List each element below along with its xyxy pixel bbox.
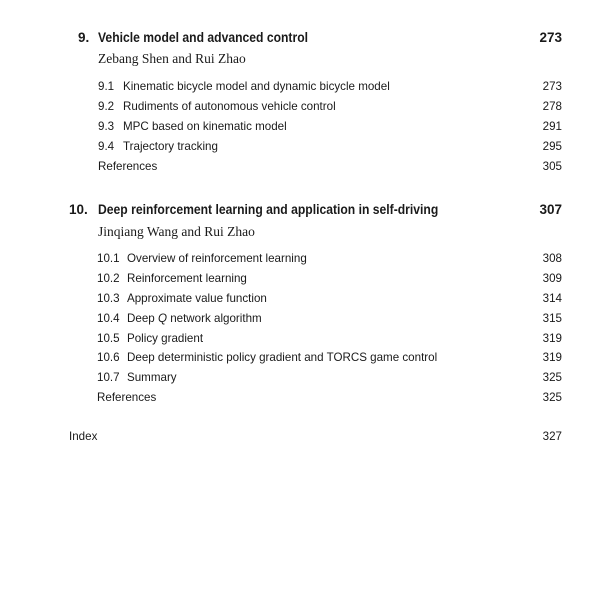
references-title: References bbox=[97, 391, 157, 404]
index-entry[interactable] bbox=[0, 427, 603, 447]
chapter-title: Deep reinforcement learning and application in self-driving bbox=[98, 202, 439, 217]
section-page: 291 bbox=[542, 120, 562, 133]
chapter-title: Vehicle model and advanced control bbox=[98, 30, 308, 45]
section-number: 10.6 bbox=[97, 351, 120, 364]
section-page: 273 bbox=[542, 80, 562, 93]
section-entry[interactable] bbox=[0, 269, 603, 289]
section-number: 9.3 bbox=[98, 120, 115, 133]
references-title: References bbox=[98, 160, 158, 173]
section-title: Rudiments of autonomous vehicle control bbox=[123, 100, 336, 113]
index-page: 327 bbox=[542, 430, 562, 443]
chapter-number: 9. bbox=[78, 30, 90, 45]
section-number: 10.7 bbox=[97, 371, 120, 384]
section-number: 9.4 bbox=[98, 140, 115, 153]
section-entry[interactable] bbox=[0, 117, 603, 137]
section-title: Deep deterministic policy gradient and TORCS game control bbox=[127, 351, 438, 364]
authors-text: Zebang Shen and Rui Zhao bbox=[98, 51, 246, 66]
section-page: 295 bbox=[542, 140, 562, 153]
section-number: 10.5 bbox=[97, 332, 120, 345]
references-entry[interactable] bbox=[0, 388, 603, 408]
section-page: 308 bbox=[542, 252, 562, 265]
section-entry[interactable] bbox=[0, 97, 603, 117]
title-part: network algorithm bbox=[166, 312, 262, 325]
chapter-authors bbox=[0, 49, 603, 69]
section-number: 9.2 bbox=[98, 100, 115, 113]
section-number: 10.4 bbox=[97, 312, 120, 325]
chapter-heading[interactable] bbox=[0, 28, 603, 48]
title-part: Deep bbox=[127, 312, 158, 325]
section-page: 278 bbox=[542, 100, 562, 113]
section-entry[interactable] bbox=[0, 348, 603, 368]
title-italic: Q bbox=[157, 312, 167, 325]
references-page: 325 bbox=[542, 391, 562, 404]
section-page: 319 bbox=[542, 332, 562, 345]
section-title: MPC based on kinematic model bbox=[123, 120, 287, 133]
authors-text: Jinqiang Wang and Rui Zhao bbox=[98, 224, 255, 239]
section-entry[interactable] bbox=[0, 289, 603, 309]
section-number: 10.2 bbox=[97, 272, 120, 285]
section-number: 10.3 bbox=[97, 292, 120, 305]
section-entry[interactable] bbox=[0, 137, 603, 157]
chapter-page: 273 bbox=[539, 30, 562, 45]
section-title: Kinematic bicycle model and dynamic bicycle model bbox=[123, 80, 390, 93]
section-entry[interactable] bbox=[0, 77, 603, 97]
section-entry[interactable] bbox=[0, 249, 603, 269]
section-number: 10.1 bbox=[97, 252, 120, 265]
chapter-number: 10. bbox=[69, 202, 88, 217]
section-title: Policy gradient bbox=[127, 332, 204, 345]
section-number: 9.1 bbox=[98, 80, 115, 93]
references-entry[interactable] bbox=[0, 157, 603, 177]
section-title: Overview of reinforcement learning bbox=[127, 252, 307, 265]
section-title: Summary bbox=[127, 371, 177, 384]
chapter-authors bbox=[0, 222, 603, 242]
section-page: 319 bbox=[542, 351, 562, 364]
index-title: Index bbox=[69, 430, 98, 443]
chapter-heading[interactable] bbox=[0, 200, 603, 220]
references-page: 305 bbox=[542, 160, 562, 173]
section-entry[interactable] bbox=[0, 368, 603, 388]
section-title: Approximate value function bbox=[127, 292, 267, 305]
chapter-page: 307 bbox=[539, 202, 562, 217]
section-title: Reinforcement learning bbox=[127, 272, 247, 285]
section-title: Trajectory tracking bbox=[123, 140, 218, 153]
section-entry[interactable] bbox=[0, 329, 603, 349]
section-title bbox=[127, 309, 262, 329]
section-page: 315 bbox=[542, 312, 562, 325]
section-page: 314 bbox=[542, 292, 562, 305]
section-entry[interactable] bbox=[0, 309, 603, 329]
section-page: 309 bbox=[542, 272, 562, 285]
section-page: 325 bbox=[542, 371, 562, 384]
